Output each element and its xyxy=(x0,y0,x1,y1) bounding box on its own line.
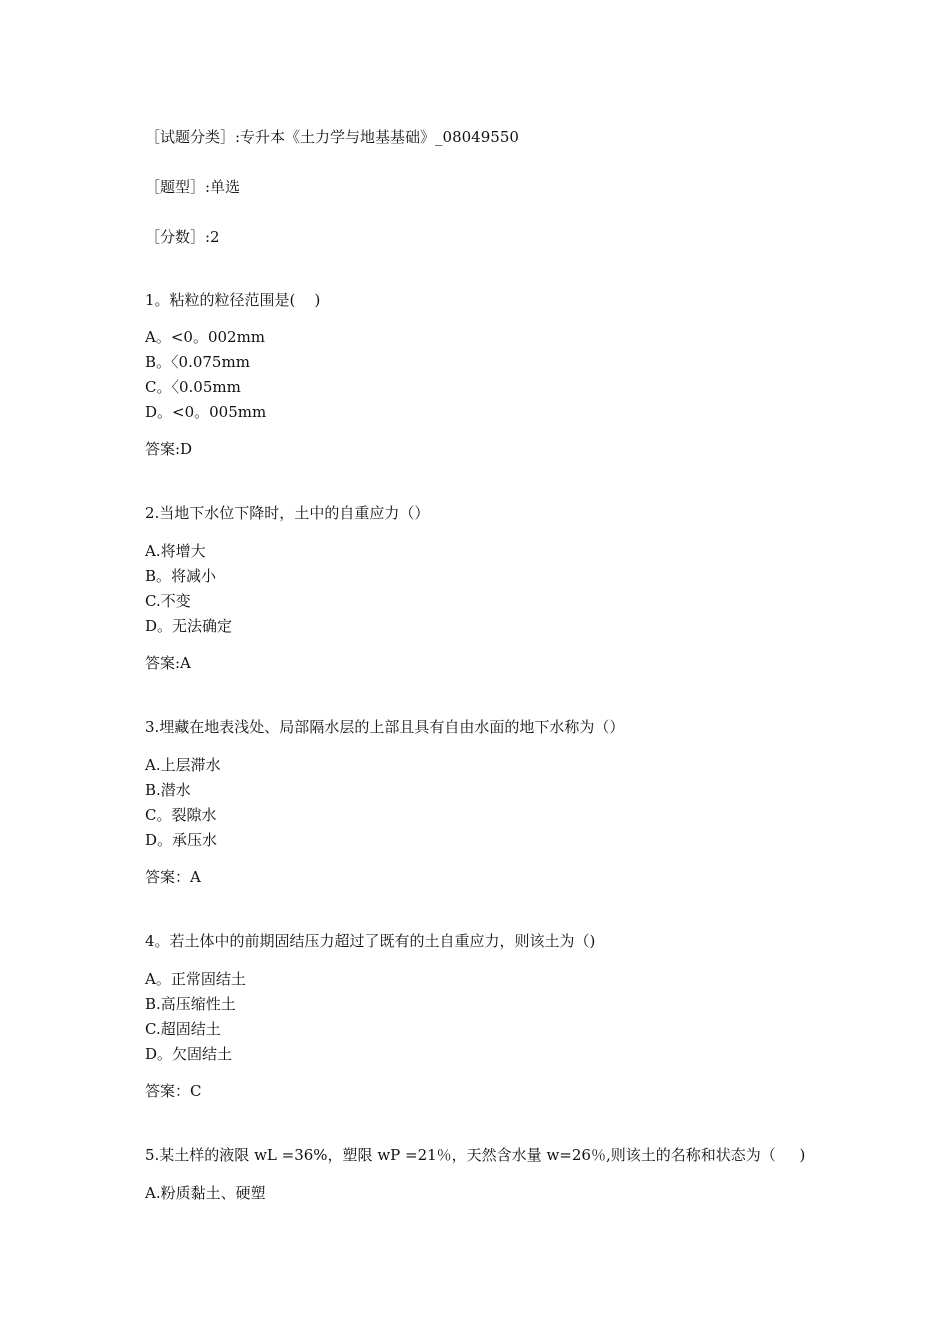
question-5-option-a: A.粉质黏土、硬塑 xyxy=(145,1184,266,1202)
exam-category: ［试题分类］:专升本《土力学与地基基础》_08049550 xyxy=(145,128,519,146)
question-1-option-b: B。〈0.075mm xyxy=(145,353,250,371)
question-2-answer: 答案:A xyxy=(145,654,191,672)
question-2-stem: 2.当地下水位下降时，土中的自重应力（） xyxy=(145,504,430,522)
question-1-option-a: A。<0。002mm xyxy=(145,328,266,346)
question-4-option-c: C.超固结土 xyxy=(145,1020,221,1038)
question-5-stem: 5.某土样的液限 wL =36%，塑限 wP =21％，天然含水量 w=26％,则该土的名称和状态为（ ) xyxy=(145,1146,806,1164)
question-4-stem: 4。若土体中的前期固结压力超过了既有的土自重应力，则该土为（) xyxy=(145,932,596,950)
question-4-option-d: D。欠固结土 xyxy=(145,1045,233,1063)
question-4-option-b: B.高压缩性土 xyxy=(145,995,236,1013)
question-3-stem: 3.埋藏在地表浅处、局部隔水层的上部且具有自由水面的地下水称为（） xyxy=(145,718,625,736)
question-3-answer: 答案：A xyxy=(145,868,201,886)
question-3-option-c: C。裂隙水 xyxy=(145,806,217,824)
question-3-option-d: D。承压水 xyxy=(145,831,218,849)
question-score: ［分数］:2 xyxy=(145,228,220,246)
question-2-option-b: B。将减小 xyxy=(145,567,217,585)
question-1-stem: 1。粘粒的粒径范围是( ) xyxy=(145,291,321,309)
question-1-option-c: C。〈0.05mm xyxy=(145,378,241,396)
question-2-option-c: C.不变 xyxy=(145,592,191,610)
question-type: ［题型］:单选 xyxy=(145,178,241,196)
question-3-option-a: A.上层滞水 xyxy=(145,756,221,774)
question-4-answer: 答案：C xyxy=(145,1082,202,1100)
question-2-option-d: D。无法确定 xyxy=(145,617,233,635)
question-3-option-b: B.潜水 xyxy=(145,781,191,799)
question-1-option-d: D。<0。005mm xyxy=(145,403,267,421)
question-4-option-a: A。正常固结土 xyxy=(145,970,246,988)
question-2-option-a: A.将增大 xyxy=(145,542,206,560)
question-1-answer: 答案:D xyxy=(145,440,193,458)
